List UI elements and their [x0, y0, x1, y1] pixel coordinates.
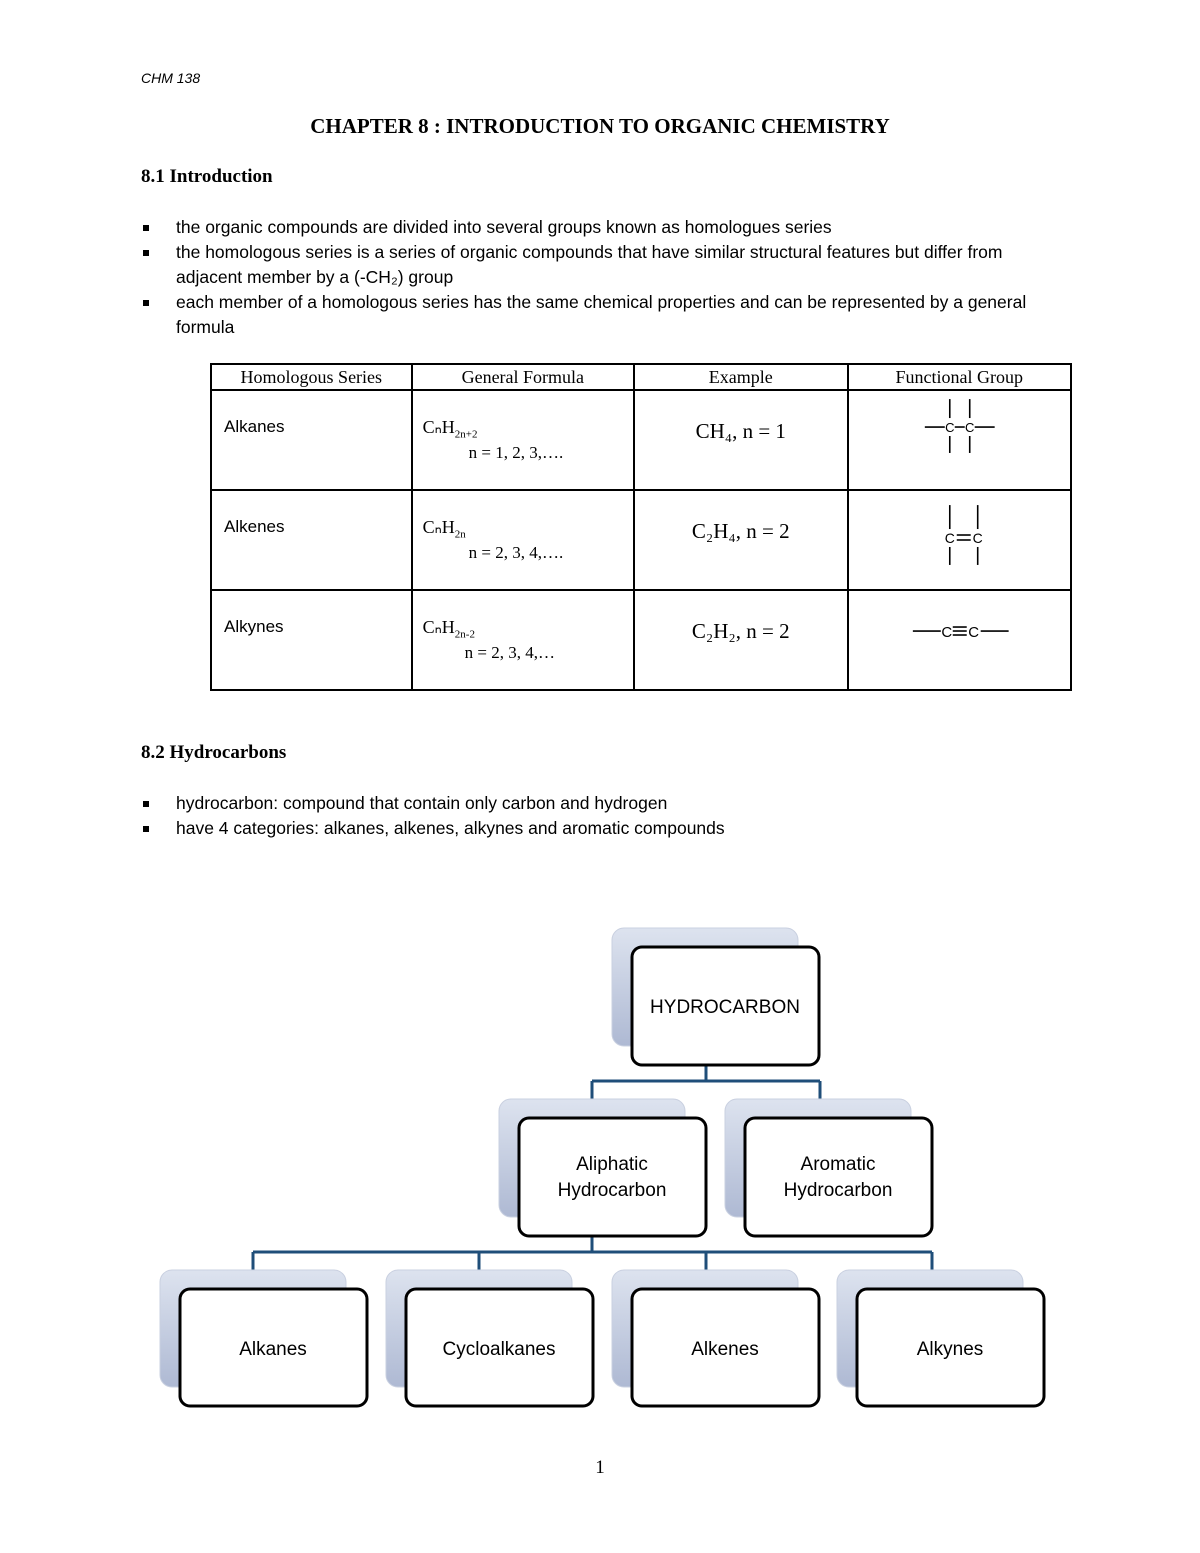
svg-text:C: C [944, 529, 955, 546]
column-header: Example [634, 364, 847, 390]
page-number: 1 [595, 1457, 605, 1478]
diagram-node-alkanes [160, 1270, 367, 1406]
general-formula: CₙH$_{2n}$ [422, 517, 466, 541]
section-heading-hydrocarbons: 8.2 Hydrocarbons [141, 742, 287, 763]
diagram-node-aromatic [725, 1099, 932, 1236]
diagram-node-cycloalkanes [386, 1270, 593, 1406]
course-code: CHM 138 [141, 70, 201, 86]
svg-text:C: C [944, 420, 954, 436]
svg-text:C: C [972, 529, 983, 546]
column-header: General Formula [412, 364, 634, 390]
n-range: n = 1, 2, 3,…. [468, 443, 564, 462]
general-formula: CₙH$_{2n+2}$ [422, 417, 478, 441]
svg-text:C: C [964, 420, 974, 436]
list-item: the homologous series is a series of organic compounds that have similar structural features but differ from adjacent member by a (-CH₂) group [141, 240, 1061, 290]
series-name: Alkenes [224, 517, 285, 536]
n-range: n = 2, 3, 4,…. [468, 543, 564, 562]
series-name: Alkanes [224, 417, 285, 436]
section-heading-introduction: 8.1 Introduction [141, 166, 273, 187]
list-item: hydrocarbon: compound that contain only carbon and hydrogen [141, 791, 1061, 816]
diagram-node-aliphatic [499, 1099, 706, 1236]
chapter-title: CHAPTER 8 : INTRODUCTION TO ORGANIC CHEMISTRY [310, 114, 890, 138]
column-header: Functional Group [848, 364, 1072, 390]
general-formula: CₙH$_{2n-2}$ [422, 617, 475, 641]
series-name: Alkynes [224, 617, 284, 636]
list-item: have 4 categories: alkanes, alkenes, alkynes and aromatic compounds [141, 816, 1061, 841]
svg-text:Aliphatic: Aliphatic [576, 1154, 648, 1175]
svg-text:Hydrocarbon: Hydrocarbon [557, 1180, 667, 1201]
diagram-node-alkenes [612, 1270, 819, 1406]
svg-text:Aromatic: Aromatic [800, 1154, 876, 1175]
list-item: the organic compounds are divided into several groups known as homologues series [141, 215, 1061, 240]
svg-text:Hydrocarbon: Hydrocarbon [783, 1180, 893, 1201]
svg-text:Alkanes: Alkanes [239, 1339, 307, 1360]
example-formula: CH₄, n = 1 [695, 419, 786, 443]
svg-text:Alkenes: Alkenes [691, 1339, 759, 1360]
svg-text:C: C [940, 624, 952, 642]
n-range: n = 2, 3, 4,… [464, 643, 555, 662]
column-header: Homologous Series [211, 364, 412, 390]
example-formula: C₂H₄, n = 2 [691, 519, 790, 543]
root-label: HYDROCARBON [650, 997, 800, 1018]
diagram-node-alkynes [837, 1270, 1044, 1406]
svg-text:C: C [967, 624, 979, 642]
list-item: each member of a homologous series has the same chemical properties and can be represented by a general formula [141, 290, 1061, 340]
example-formula: C₂H₂, n = 2 [691, 619, 790, 643]
svg-text:Alkynes: Alkynes [916, 1339, 984, 1360]
diagram-node-root [612, 928, 819, 1065]
svg-text:Cycloalkanes: Cycloalkanes [442, 1339, 556, 1360]
